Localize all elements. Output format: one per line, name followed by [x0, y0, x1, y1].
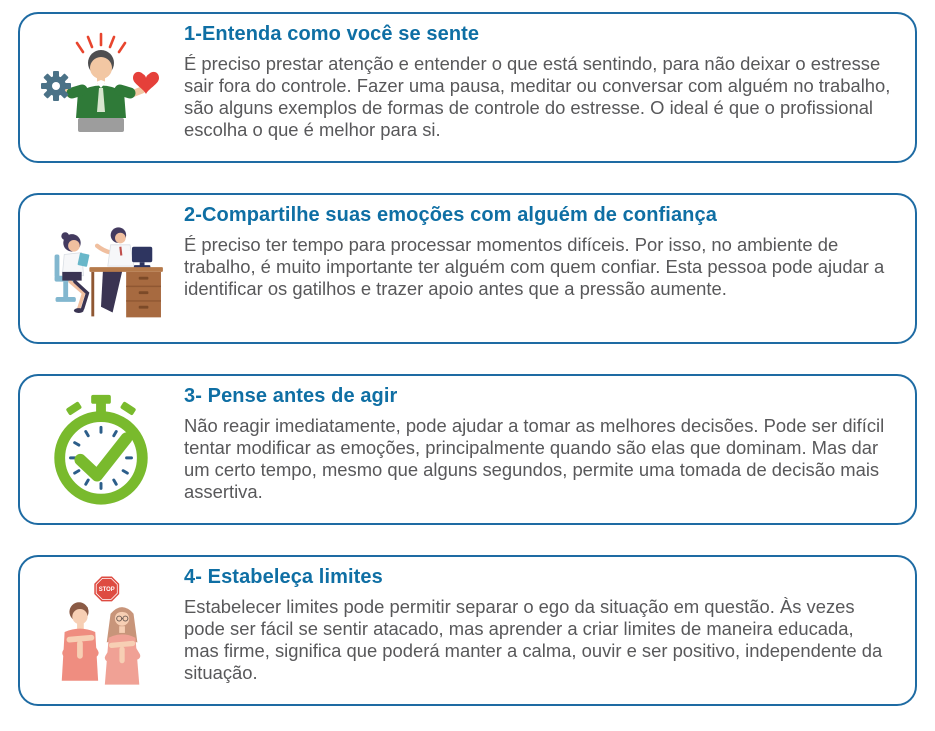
tip-card-3-title: 3- Pense antes de agir [184, 385, 398, 407]
stopwatch-check-icon [42, 391, 160, 509]
tip-card-4-body: Estabelecer limites pode permitir separar o ego da situação em questão. Às vezes pode ser fácil se sentir atacado, mas aprender a criar limites de maneira educada, mas firme, significa que poderá manter a calma, ouvir e ser positivo, independente da situação. [184, 596, 883, 683]
tip-card-2-icon-area [20, 195, 182, 342]
tip-card-4-text-area [182, 557, 915, 704]
tip-card-3-body: Não reagir imediatamente, pode ajudar a tomar as melhores decisões. Pode ser difícil tentar modificar as emoções, principalmente quando são elas que dominam. Mas dar um certo tempo, mesmo que alguns segundos, permite uma tomada de decisão mais assertiva. [184, 415, 885, 502]
tip-card-1-text-area [182, 14, 915, 161]
tip-card-1 [18, 12, 917, 163]
tip-card-3 [18, 374, 917, 525]
tip-card-4-icon-area [20, 557, 182, 704]
time-out-gesture-stop-icon [34, 564, 168, 698]
tip-card-1-icon-area [20, 14, 182, 161]
tip-card-1-title: 1-Entenda como você se sente [184, 23, 480, 45]
conversation-at-desk-icon [32, 210, 170, 328]
tip-card-4-title: 4- Estabeleça limites [184, 566, 383, 588]
tip-card-3-text-area [182, 376, 915, 523]
tip-card-2-title: 2-Compartilhe suas emoções com alguém de confiança [184, 204, 717, 226]
tip-card-2-body: É preciso ter tempo para processar momentos difíceis. Por isso, no ambiente de trabalho, é muito importante ter alguém com quem confiar. Esta pessoa pode ajudar a identificar os gatilhos e trazer apoio antes que a pressão aumente. [184, 234, 885, 299]
stop-sign-label: STOP [98, 586, 115, 593]
tip-card-3-icon-area [20, 376, 182, 523]
balance-gear-heart-icon [36, 32, 166, 144]
tip-card-2 [18, 193, 917, 344]
tip-card-1-body: É preciso prestar atenção e entender o que está sentindo, para não deixar o estresse sair fora do controle. Fazer uma pausa, meditar ou conversar com alguém no trabalho, são alguns exemplos de formas de controle do estresse. O ideal é que o profissional escolha o que é melhor para si. [184, 53, 891, 140]
tip-card-4 [18, 555, 917, 706]
tip-card-2-text-area [182, 195, 915, 342]
